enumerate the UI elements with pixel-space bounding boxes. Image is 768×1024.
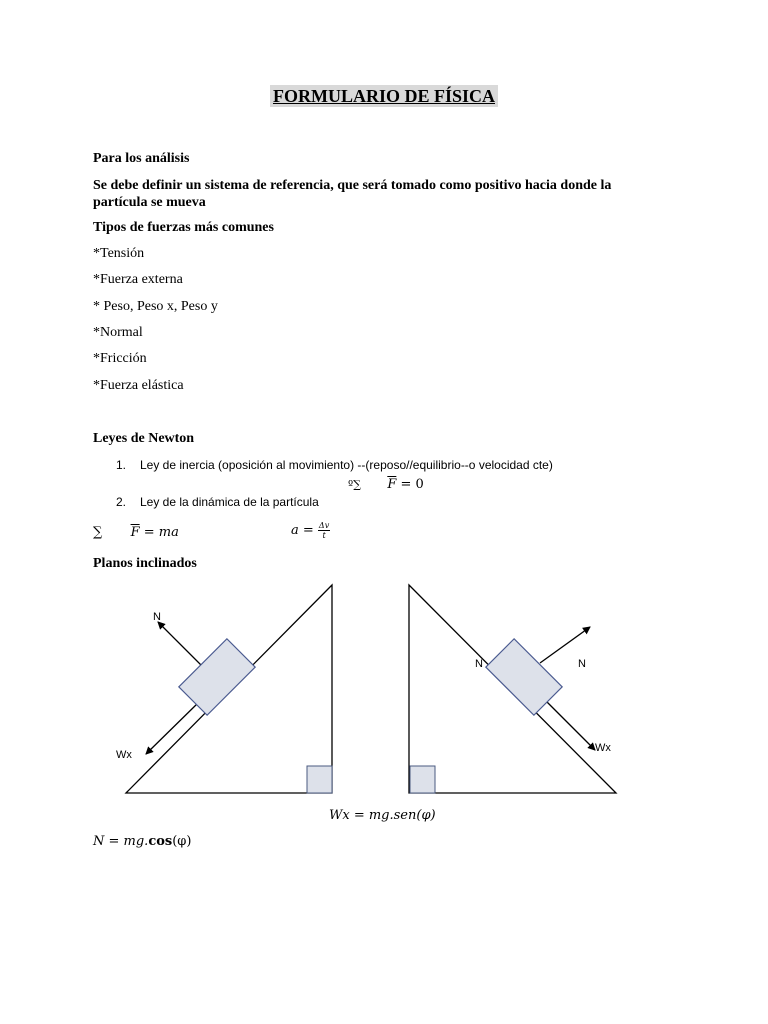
- analysis-heading: Para los análisis: [93, 151, 190, 166]
- force-item-weight: * Peso, Peso x, Peso y: [93, 299, 218, 314]
- accel-denominator: t: [322, 531, 326, 540]
- normal-formula: [93, 834, 191, 849]
- normal-formula-suffix: (φ): [172, 834, 192, 849]
- newton-heading: Leyes de Newton: [93, 431, 195, 446]
- accel-numerator: Δv: [318, 521, 330, 530]
- analysis-text: Se debe definir un sistema de referencia, que será tomado como positivo hacia donde la partícula se mueva: [93, 178, 612, 210]
- law2-sigma: ∑: [93, 525, 103, 540]
- accel-lhs: a =: [291, 523, 314, 538]
- right-inclined-plane: [409, 585, 616, 793]
- force-item-elastic: *Fuerza elástica: [93, 378, 184, 393]
- left-normal-label: N: [153, 611, 161, 623]
- left-right-angle-marker: [307, 766, 332, 793]
- law1-rhs: = 0: [400, 477, 424, 492]
- right-right-angle-marker: [410, 766, 435, 793]
- force-item-tension: *Tensión: [93, 246, 145, 261]
- wx-formula: Wx = mg.sen(φ): [329, 808, 436, 823]
- normal-formula-func: cos: [148, 834, 173, 849]
- force-item-friction: *Fricción: [93, 351, 147, 366]
- law1-number: 1.: [116, 458, 127, 472]
- force-item-normal: *Normal: [93, 325, 143, 340]
- right-normal-label-left: N: [475, 658, 483, 670]
- law1-text: Ley de inercia (oposición al movimiento) --(reposo//equilibrio--o velocidad cte): [140, 458, 553, 472]
- right-wx-label: Wx: [595, 742, 611, 754]
- law1-sigma: º∑: [348, 478, 362, 491]
- right-normal-label-right: N: [578, 658, 586, 670]
- right-wx-arrow: [545, 700, 595, 750]
- law2-force-symbol: $\overline{F}$: [130, 525, 140, 540]
- law1-force-symbol: $\overline{F}$: [387, 477, 397, 492]
- inclined-heading: Planos inclinados: [93, 556, 197, 571]
- right-block: [486, 639, 562, 715]
- law2-number: 2.: [116, 495, 127, 509]
- left-block: [179, 639, 255, 715]
- normal-formula-prefix: N = mg.: [93, 834, 149, 849]
- law2-text: Ley de la dinámica de la partícula: [140, 495, 319, 509]
- force-item-external: *Fuerza externa: [93, 272, 183, 287]
- law2-rhs: = ma: [143, 525, 179, 540]
- left-wx-label: Wx: [116, 749, 132, 761]
- page-title: FORMULARIO DE FÍSICA: [270, 85, 498, 107]
- forces-heading: Tipos de fuerzas más comunes: [93, 220, 274, 235]
